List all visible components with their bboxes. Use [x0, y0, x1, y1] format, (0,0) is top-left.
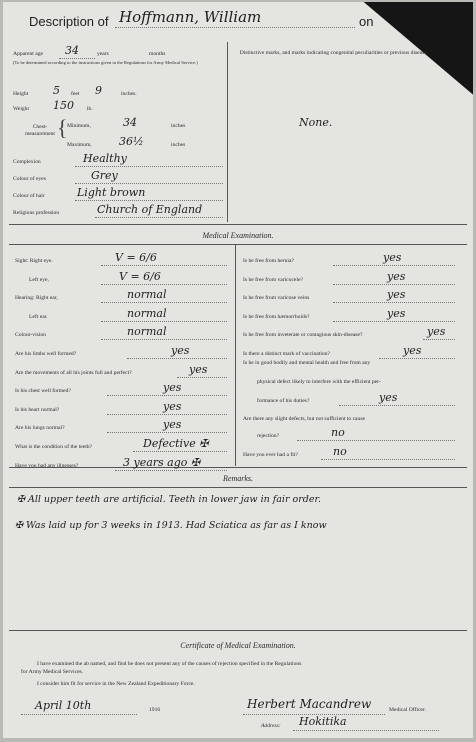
- remarks-line-2: ✠ Was laid up for 3 weeks in 1913. Had Sciatica as far as I know: [15, 520, 327, 531]
- certificate-text-1: I have examined the ab named, and find he does not present any of the causes of rejection specified in the Regulations: [37, 661, 302, 667]
- maximum-value: 36½: [119, 135, 144, 148]
- slight-defects-question-1: Are there any slight defects, but not sufficient to cause: [243, 416, 365, 422]
- medical-left-value-4: normal: [127, 325, 167, 339]
- medical-right-line-0: [333, 265, 455, 266]
- medical-left-label-10: What is the condition of the teeth?: [15, 444, 93, 450]
- religion-line: [95, 217, 223, 218]
- minimum-label: Minimum,: [67, 123, 91, 129]
- medical-left-label-4: Colour-vision: [15, 332, 46, 339]
- medical-left-line-2: [101, 302, 227, 303]
- medical-left-line-8: [107, 414, 227, 415]
- medical-left-label-0: Sight: Right eye.: [15, 258, 53, 264]
- fits-line: [321, 459, 455, 460]
- medical-left-line-0: [101, 265, 227, 266]
- remarks-heading-rule: [9, 487, 467, 488]
- medical-left-label-11: Have you had any illnesses?: [15, 462, 79, 469]
- weight-value: 150: [53, 99, 74, 112]
- fit-question-2: physical defect likely to interfere with the efficient per-: [257, 379, 381, 385]
- complexion-line: [75, 166, 223, 167]
- medical-left-value-11: 3 years ago ✠: [123, 455, 201, 469]
- eyes-label: Colour of eyes: [13, 176, 46, 182]
- age-line: [59, 58, 95, 59]
- medical-left-value-9: yes: [163, 418, 182, 432]
- certificate-heading: Certificate of Medical Examination.: [180, 641, 296, 650]
- address-value: Hokitika: [299, 715, 347, 728]
- religion-value: Church of England: [97, 203, 203, 216]
- fit-line: [339, 405, 455, 406]
- medical-divider: [235, 244, 236, 466]
- medical-right-line-5: [379, 358, 455, 359]
- remarks-heading: Remarks.: [223, 474, 253, 483]
- slight-defects-question-2: rejection?: [257, 433, 280, 439]
- chest-inches-1: inches: [171, 123, 186, 129]
- attestation-page: [3, 2, 473, 738]
- hair-label: Colour of hair: [13, 193, 45, 199]
- medical-left-value-10: Defective ✠: [143, 437, 209, 450]
- hair-value: Light brown: [77, 186, 146, 199]
- medical-left-line-1: [101, 284, 227, 285]
- officer-label: Medical Officer.: [389, 707, 426, 713]
- medical-right-label-1: Is he free from varicocele?: [243, 276, 303, 283]
- height-inches: 9: [95, 84, 102, 97]
- medical-right-label-4: Is he free from inveterate or contagious skin-disease?: [243, 332, 363, 339]
- medical-left-label-3: Left ear.: [29, 313, 48, 320]
- medical-left-value-1: V = 6/6: [119, 269, 161, 283]
- medical-left-line-5: [127, 358, 227, 359]
- certificate-year: 1916: [149, 707, 161, 713]
- address-label: Address:: [261, 723, 281, 729]
- minimum-value: 34: [123, 116, 137, 129]
- religion-label: Religious profession: [13, 210, 60, 216]
- medical-left-value-0: V = 6/6: [115, 251, 157, 264]
- medical-left-line-4: [101, 339, 227, 340]
- certificate-date-line: [21, 714, 137, 715]
- medical-right-line-1: [333, 284, 455, 285]
- maximum-label: Maximum,: [67, 142, 92, 148]
- medical-right-label-0: Is he free from hernia?: [243, 258, 294, 264]
- chest-label: Chest-measurement: [25, 124, 55, 137]
- medical-left-line-3: [101, 321, 227, 322]
- height-label: Height: [13, 91, 29, 97]
- fit-question-3: formance of his duties?: [257, 398, 310, 404]
- certificate-date: April 10th: [35, 699, 92, 712]
- medical-left-line-9: [107, 432, 227, 433]
- lb-label: lb.: [87, 106, 93, 112]
- medical-right-line-4: [423, 339, 455, 340]
- remarks-line-1: ✠ All upper teeth are artificial. Teeth in lower jaw in fair order.: [17, 494, 322, 505]
- address-line: [293, 730, 439, 731]
- feet-label: feet: [71, 91, 80, 97]
- description-divider: [227, 42, 228, 222]
- certificate-text-3: I consider him fit for service in the New Zealand Expeditionary Force.: [37, 681, 195, 687]
- medical-left-label-9: Are his lungs normal?: [15, 425, 65, 432]
- age-label: Apparent age: [13, 51, 43, 57]
- name-line: [115, 27, 355, 28]
- age-value: 34: [65, 44, 79, 57]
- years-label: years: [97, 51, 109, 57]
- complexion-label: Complexion: [13, 159, 41, 165]
- medical-left-value-5: yes: [171, 344, 190, 357]
- on-label: on: [359, 14, 374, 29]
- medical-left-line-6: [177, 377, 227, 378]
- medical-right-line-2: [333, 302, 455, 303]
- certificate-top-rule: [9, 630, 467, 631]
- inches-label: inches.: [121, 91, 137, 97]
- chest-brace: {: [57, 115, 68, 140]
- medical-heading: Medical Examination.: [202, 231, 274, 240]
- marks-label: Distinctive marks, and marks indicating congenital peculiarities or previous disease.: [239, 50, 429, 56]
- medical-left-value-6: yes: [189, 362, 208, 376]
- medical-left-label-5: Are his limbs well formed?: [15, 351, 77, 357]
- fits-label: Have you ever had a fit?: [243, 452, 298, 458]
- medical-right-value-5: yes: [403, 344, 422, 357]
- medical-left-label-8: Is his heart normal?: [15, 406, 60, 413]
- medical-left-label-6: Are the movements of all his joints full and perfect?: [15, 369, 132, 376]
- complexion-value: Healthy: [83, 152, 127, 165]
- fits-value: no: [333, 445, 347, 458]
- medical-right-label-5: Is there a distinct mark of vaccination?: [243, 351, 330, 357]
- medical-left-value-3: normal: [127, 306, 167, 320]
- eyes-line: [75, 183, 223, 184]
- hair-line: [75, 200, 223, 201]
- marks-value: None.: [299, 116, 333, 129]
- eyes-value: Grey: [91, 169, 118, 182]
- medical-left-value-2: normal: [127, 288, 167, 302]
- age-note: (To be determined according to the instructions given in the Regulations for Army Medical Service.): [13, 60, 198, 65]
- medical-right-line-3: [333, 321, 455, 322]
- officer-signature: Herbert Macandrew: [247, 697, 372, 711]
- medical-left-line-11: [115, 470, 227, 471]
- medical-right-value-4: yes: [427, 325, 446, 339]
- medical-right-value-0: yes: [383, 251, 402, 264]
- fit-value: yes: [379, 391, 398, 404]
- title-prefix: Description of: [29, 14, 109, 29]
- medical-right-label-2: Is he free from varicose veins: [243, 295, 310, 302]
- medical-left-label-7: Is his chest well formed?: [15, 388, 71, 395]
- medical-left-line-10: [133, 451, 227, 452]
- chest-inches-2: inches: [171, 142, 186, 148]
- months-label: months: [149, 51, 166, 57]
- medical-right-label-3: Is he free from hæmorrhoids?: [243, 313, 310, 320]
- height-feet: 5: [53, 84, 60, 97]
- medical-left-label-1: Left eye,: [29, 276, 49, 283]
- slight-defects-line: [297, 440, 455, 441]
- medical-right-value-3: yes: [387, 306, 406, 320]
- medical-right-value-2: yes: [387, 288, 406, 302]
- slight-defects-value: no: [331, 426, 345, 439]
- medical-left-value-8: yes: [163, 399, 182, 413]
- soldier-name: Hoffmann, William: [119, 8, 262, 26]
- fit-question-1: Is he in good bodily and mental health and free from any: [243, 360, 371, 366]
- weight-label: Weight: [13, 106, 30, 112]
- medical-left-label-2: Hearing: Right ear,: [15, 295, 58, 302]
- medical-right-value-1: yes: [387, 269, 406, 283]
- medical-heading-rule: [9, 244, 467, 245]
- medical-left-line-7: [107, 395, 227, 396]
- certificate-text-2: for Army Medical Services.: [21, 669, 84, 675]
- medical-left-value-7: yes: [163, 381, 182, 395]
- medical-top-rule: [9, 224, 467, 225]
